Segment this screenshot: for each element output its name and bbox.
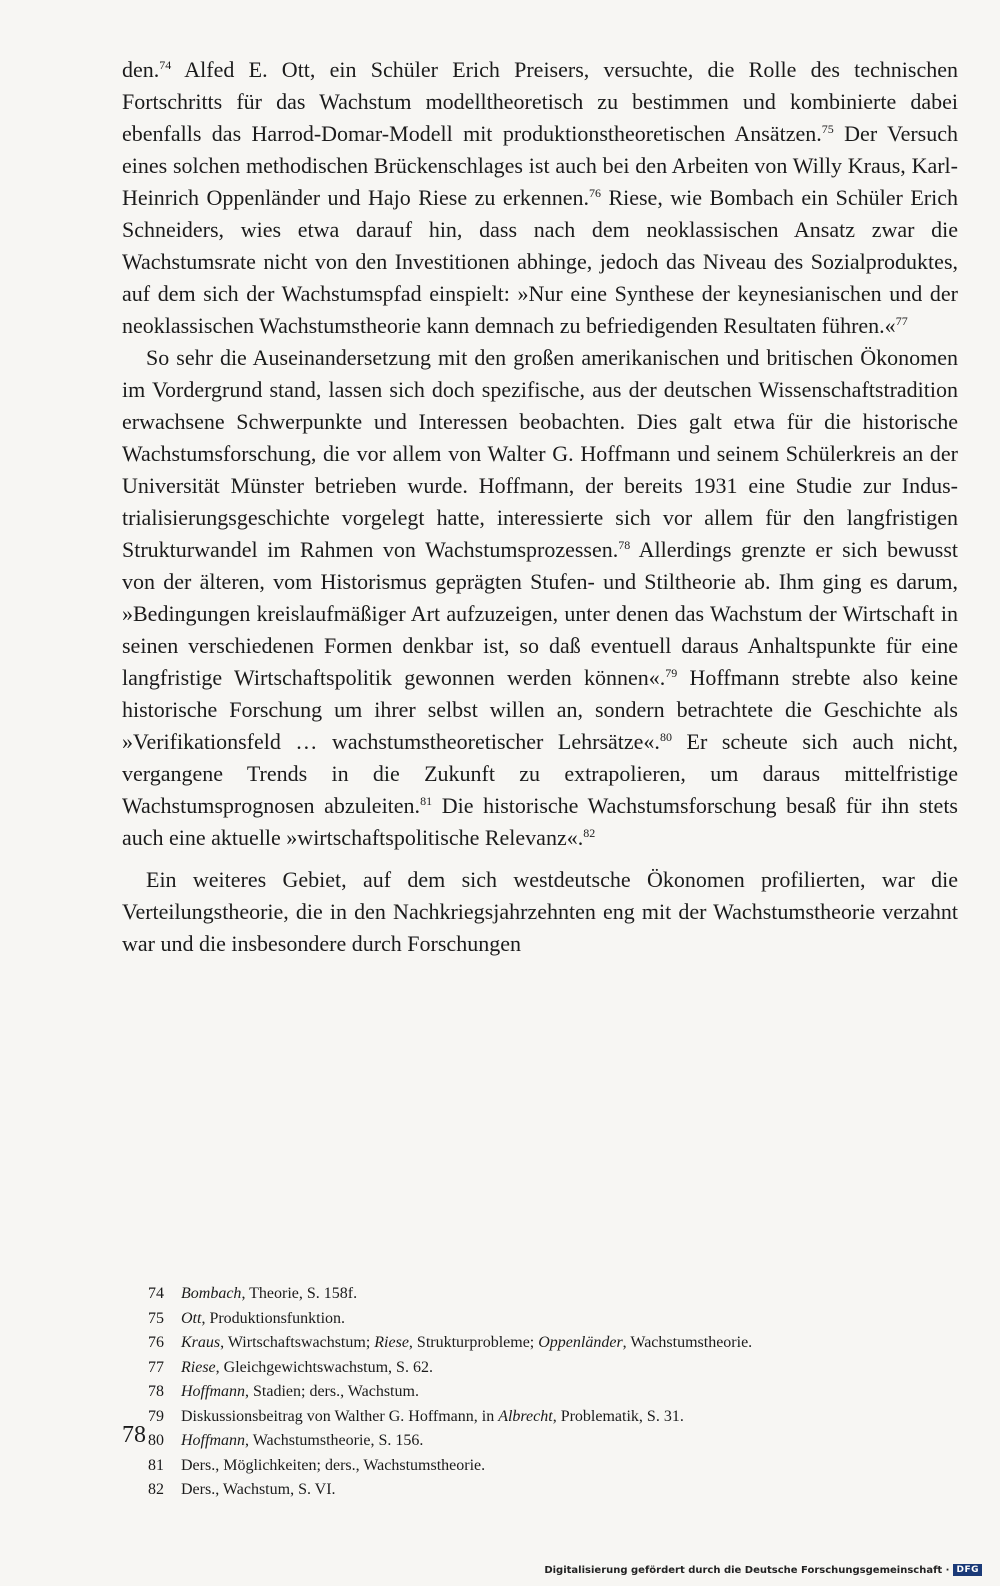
- footnote-text: , Wachstumstheorie.: [622, 1334, 753, 1351]
- footnote-number: 80: [148, 1432, 164, 1449]
- footnote-marker: 81: [420, 794, 433, 808]
- page-number: 78: [122, 1422, 146, 1448]
- footnote: [148, 1282, 968, 1307]
- paragraph-text: Er scheute sich auch nicht, vergangene Trends in die Zukunft zu extrapolieren, um daraus mittelfristige Wachstumsprognosen abzuleiten.: [122, 729, 958, 818]
- footnote: [148, 1429, 968, 1454]
- footnote-text: , Wachstumstheorie, S. 156.: [245, 1432, 424, 1449]
- footnote-number: 82: [148, 1481, 164, 1498]
- paragraph: [122, 342, 958, 854]
- footnote: [148, 1307, 968, 1332]
- footnote-marker: 77: [895, 314, 908, 328]
- footnote: [148, 1331, 968, 1356]
- funding-banner-text: Digitalisierung gefördert durch die Deutsche Forschungsgemeinschaft ·: [544, 1564, 950, 1576]
- footnote-author: Kraus: [181, 1334, 221, 1351]
- paragraph-text: Allerdings grenzte er sich bewusst von der älteren, vom Historismus geprägten Stufen- und Stiltheorie ab. Ihm ging es darum, »Bedingungen kreislaufmäßiger Art aufzuzeigen, unter denen das Wachstum der Wirtschaft in seinen verschiedenen Formen denkbar ist, so daß eventuell daraus Anhaltspunkte für eine langfristige Wirtschaftspolitik gewonnen werden können«.: [122, 537, 958, 690]
- footnote: [148, 1478, 968, 1503]
- footnote-marker: 79: [665, 666, 678, 680]
- footnote-number: 74: [148, 1285, 164, 1302]
- footnote-author: Albrecht: [498, 1407, 553, 1425]
- paragraph-text: den.: [122, 57, 160, 82]
- footnote-number: 76: [148, 1334, 164, 1351]
- footnote-number: 81: [148, 1456, 164, 1474]
- paragraph: [122, 54, 958, 342]
- paragraph-text: Ein weiteres Gebiet, auf dem sich westdeutsche Ökonomen profilierten, war die Verteilungstheorie, die in den Nachkriegsjahrzehnten eng mit der Wachstumstheorie verzahnt war und die insbesondere durch Forschungen: [122, 867, 958, 956]
- footnote-marker: 74: [159, 58, 172, 72]
- footnote-marker: 80: [659, 730, 672, 744]
- footnote-marker: 75: [821, 122, 834, 136]
- footnote-author: Oppenländer: [538, 1334, 623, 1351]
- footnote-author: Riese: [181, 1358, 216, 1376]
- footnote-marker: 76: [588, 186, 601, 200]
- footnote-author: Bombach: [181, 1285, 242, 1302]
- footnote-text: , Strukturprobleme;: [408, 1334, 539, 1351]
- paragraph: [122, 864, 958, 960]
- footnote-author: Hoffmann: [181, 1432, 245, 1449]
- footnote-text: Ders., Möglichkeiten; ders., Wachstumstheorie.: [181, 1456, 486, 1474]
- footnote-text: Diskussionsbeitrag von Walther G. Hoffmann, in: [181, 1407, 499, 1425]
- footnote: [148, 1454, 968, 1479]
- footnote-number: 78: [148, 1383, 164, 1400]
- footnote-author: Ott: [181, 1309, 202, 1327]
- paragraph-text: Hoffmann strebte also keine historische Forschung um ihrer selbst willen an, sondern betrachtete die Geschichte als »Verifikationsfeld … wachstumstheoretischer Lehrsätze«.: [122, 665, 958, 754]
- paragraph-text: Der Versuch eines solchen methodischen Brückenschlages ist auch bei den Arbeiten von Willy Kraus, Karl-Heinrich Oppenländer und Hajo Riese zu erkennen.: [122, 121, 959, 210]
- footnote-author: Hoffmann: [181, 1383, 245, 1400]
- paragraph-text: Riese, wie Bombach ein Schüler Erich Schneiders, wies etwa darauf hin, dass nach dem neoklassischen Ansatz zwar die Wachstumsrate nicht von den Investitionen abhinge, jedoch das Niveau des Sozialproduktes, auf dem sich der Wachstumspfad einspielt: »Nur eine Synthese der keynesianischen und der neoklassischen Wachstumstheorie kann demnach zu befriedigenden Resultaten führen.«: [122, 185, 958, 338]
- footnote-text: , Problematik, S. 31.: [552, 1407, 684, 1425]
- dfg-logo-icon: DFG: [953, 1564, 982, 1576]
- footnote-text: , Wirtschaftswachstum;: [220, 1334, 375, 1351]
- footnote: [148, 1356, 968, 1381]
- footnote-author: Riese: [374, 1334, 409, 1351]
- footnote-marker: 82: [583, 826, 596, 840]
- footnotes: [148, 1282, 968, 1503]
- footnote-number: 75: [148, 1309, 164, 1327]
- footnote-text: , Produktionsfunktion.: [201, 1309, 346, 1327]
- footnote-text: Ders., Wachstum, S. VI.: [181, 1481, 336, 1498]
- paragraph-text: So sehr die Auseinandersetzung mit den großen amerikanischen und britischen Ökonomen im Vordergrund stand, lassen sich doch spezifische, aus der deutschen Wissenschaftstradition erwachsene Schwerpunkte und Interessen beobachten. Dies galt etwa für die historische Wachstumsforschung, die vor allem von Walter G. Hoffmann und seinem Schülerkreis an der Universität Münster betrieben wurde. Hoffmann, der bereits 1931 eine Studie zur Industrialisierungsgeschichte vorgelegt hatte, interessierte sich vor allem für den langfristigen Strukturwandel im Rahmen von Wachstumsprozessen.: [122, 345, 958, 562]
- footnote-number: 77: [148, 1358, 164, 1376]
- funding-banner: [544, 1564, 982, 1576]
- footnote-text: , Gleichgewichtswachstum, S. 62.: [215, 1358, 433, 1376]
- footnote-text: , Stadien; ders., Wachstum.: [245, 1383, 419, 1400]
- paragraph-text: Alfed E. Ott, ein Schüler Erich Preisers, versuchte, die Rolle des technischen Fortschritts für das Wachstum modelltheoretisch zu bestimmen und kombinierte dabei ebenfalls das Harrod-Domar-Modell mit produktionstheoretischen Ansätzen.: [122, 57, 958, 146]
- footnote-text: , Theorie, S. 158f.: [241, 1285, 358, 1302]
- footnote: [148, 1405, 968, 1430]
- footnote-marker: 78: [618, 538, 631, 552]
- paragraph-text: Die historische Wachstumsforschung besaß für ihn stets auch eine aktuelle »wirtschaftspolitische Relevanz«.: [122, 793, 958, 850]
- footnote: [148, 1380, 968, 1405]
- body-text: [122, 54, 958, 960]
- footnote-number: 79: [148, 1407, 164, 1425]
